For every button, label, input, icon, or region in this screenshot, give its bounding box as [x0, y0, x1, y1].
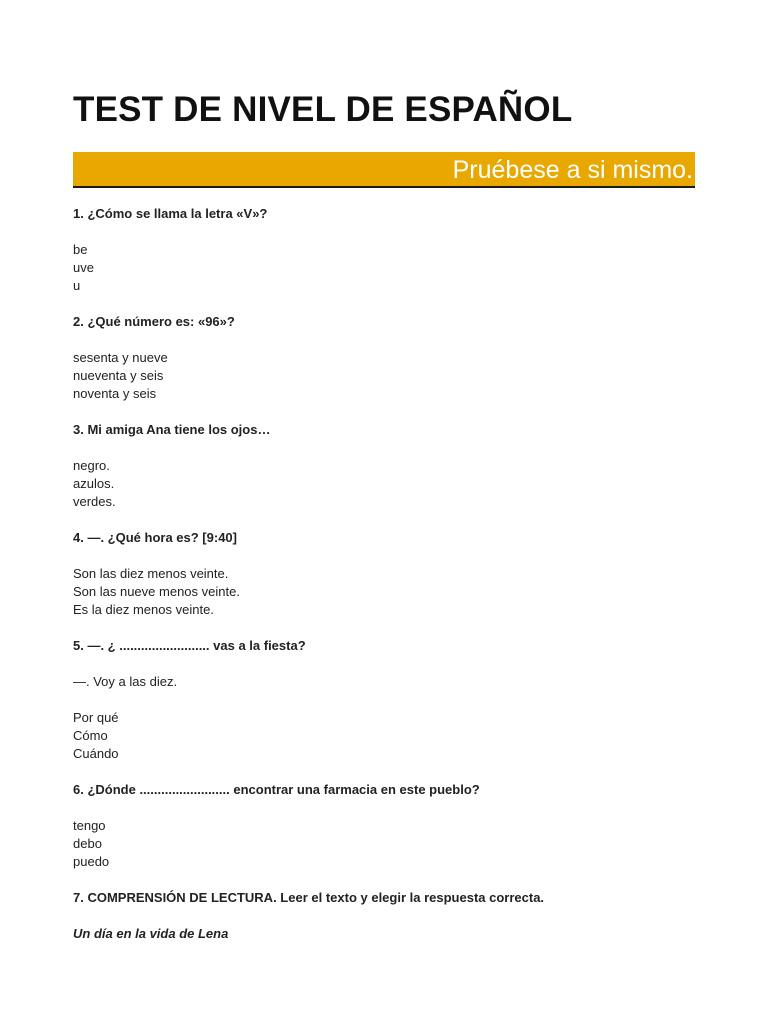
answer-option[interactable]: Es la diez menos veinte. [73, 602, 214, 617]
question-context: —. Voy a las diez. [73, 674, 178, 689]
answer-option[interactable]: u [73, 278, 81, 293]
answer-option[interactable]: azulos. [73, 476, 115, 491]
answer-option[interactable]: uve [73, 260, 94, 275]
answer-option[interactable]: Cuándo [73, 746, 119, 761]
answer-option[interactable]: sesenta y nueve [73, 350, 168, 365]
answer-option[interactable]: noventa y seis [73, 386, 157, 401]
banner-text: Pruébese a si mismo. [452, 156, 693, 184]
answer-option[interactable]: tengo [73, 818, 106, 833]
question-4: 4. —. ¿Qué hora es? [9:40] [73, 530, 237, 545]
question-5: 5. —. ¿ ......................... vas a la fiesta? [73, 638, 306, 653]
answer-option[interactable]: be [73, 242, 88, 257]
question-2: 2. ¿Qué número es: «96»? [73, 314, 235, 329]
header-banner [73, 152, 695, 188]
answer-option[interactable]: Cómo [73, 728, 108, 743]
answer-option[interactable]: puedo [73, 854, 110, 869]
question-3: 3. Mi amiga Ana tiene los ojos… [73, 422, 271, 437]
answer-option[interactable]: verdes. [73, 494, 116, 509]
page-title: TEST DE NIVEL DE ESPAÑOL [73, 90, 573, 129]
answer-option[interactable]: Por qué [73, 710, 119, 725]
answer-option[interactable]: debo [73, 836, 102, 851]
answer-option[interactable]: Son las diez menos veinte. [73, 566, 229, 581]
question-1: 1. ¿Cómo se llama la letra «V»? [73, 206, 268, 221]
answer-option[interactable]: nueventa y seis [73, 368, 164, 383]
question-6: 6. ¿Dónde ......................... encontrar una farmacia en este pueblo? [73, 782, 480, 797]
question-7: 7. COMPRENSIÓN DE LECTURA. Leer el texto y elegir la respuesta correcta. [73, 890, 545, 905]
questions-section [73, 205, 695, 943]
reading-title: Un día en la vida de Lena [73, 926, 229, 941]
answer-option[interactable]: negro. [73, 458, 110, 473]
answer-option[interactable]: Son las nueve menos veinte. [73, 584, 240, 599]
